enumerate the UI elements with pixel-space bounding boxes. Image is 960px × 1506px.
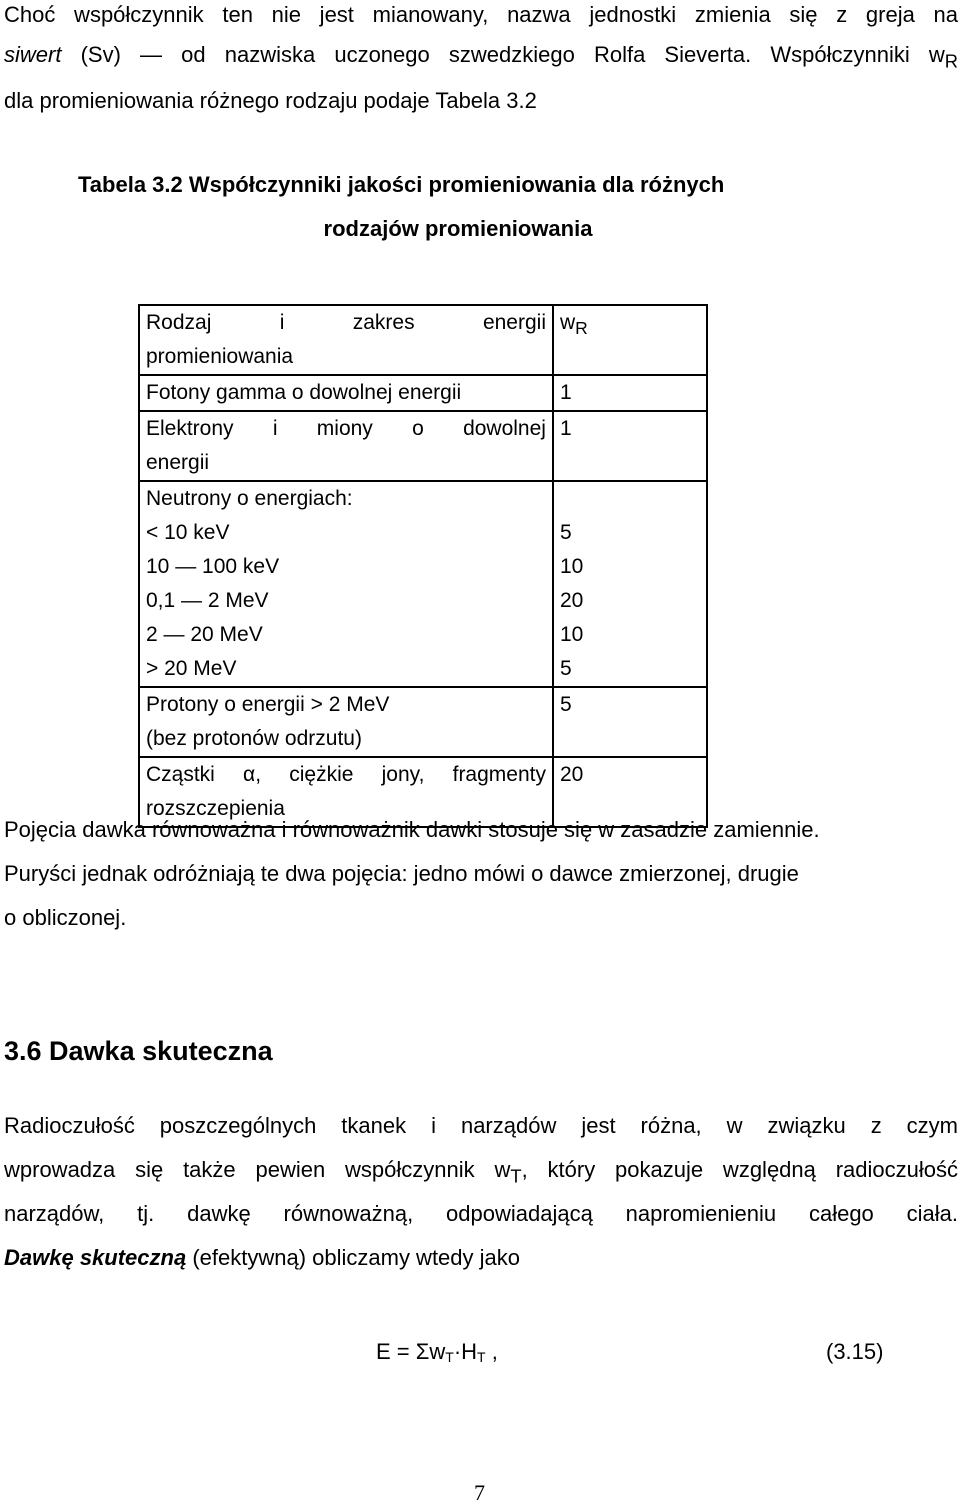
- row-value-line: 1: [560, 381, 572, 404]
- intro-line-2: [4, 40, 958, 76]
- equation-number: (3.15): [826, 1339, 884, 1364]
- header-word: i: [279, 311, 285, 334]
- intro-line-3: dla promieniowania różnego rodzaju podaje Tabela 3.2: [4, 88, 537, 113]
- equation-dot: ·: [453, 1339, 462, 1364]
- after-table-line-3: o obliczonej.: [4, 905, 127, 930]
- row-word: i: [272, 417, 278, 440]
- header-col-radiation-line-1: [146, 306, 546, 340]
- row-label: [139, 687, 553, 757]
- table-row: [139, 481, 707, 687]
- header-word: zakres: [352, 311, 415, 334]
- header-w: w: [560, 311, 576, 334]
- sigma-symbol: Σ: [415, 1339, 430, 1364]
- radiation-weighting-table: [138, 304, 708, 828]
- section-para-line-2a: wprowadza się także pewien współczynnik w: [4, 1157, 511, 1182]
- equation-w-sub: T: [445, 1349, 454, 1365]
- row-label-line: < 10 keV: [146, 521, 230, 544]
- row-value-line: 20: [560, 589, 584, 612]
- row-label-justified-line: [146, 758, 546, 792]
- row-word: Cząstki: [146, 763, 215, 786]
- section-heading: 3.6 Dawka skuteczna: [4, 1036, 273, 1066]
- equation-h-sub: T: [477, 1349, 486, 1365]
- row-label: [139, 375, 553, 411]
- intro-line-2-text: (Sv) — od nazwiska uczonego szwedzkiego Rolfa Sieverta. Współczynniki w: [61, 42, 945, 67]
- row-word: ciężkie: [289, 763, 354, 786]
- equation-tail: ,: [485, 1339, 498, 1364]
- equation-h: H: [461, 1339, 478, 1364]
- row-value: [553, 375, 707, 411]
- table-header-row: [139, 305, 707, 375]
- table-caption-line-2: rodzajów promieniowania: [323, 216, 593, 241]
- row-label: [139, 481, 553, 687]
- after-table-line-2: Puryści jednak odróżniają te dwa pojęcia: jedno mówi o dawce zmierzonej, drugie: [4, 861, 799, 886]
- row-label-justified-line: [146, 412, 546, 446]
- table-row: [139, 687, 707, 757]
- header-word: Rodzaj: [146, 311, 212, 334]
- row-word: dowolnej: [463, 417, 546, 440]
- wr-subscript: R: [944, 50, 958, 72]
- row-value: [553, 411, 707, 481]
- row-value-line: 1: [560, 417, 572, 440]
- row-label: [139, 411, 553, 481]
- row-label-line: 2 — 20 MeV: [146, 623, 263, 646]
- row-label-line: rozszczepienia: [146, 797, 285, 820]
- section-para-line-2: [4, 1155, 958, 1191]
- row-value-line: 10: [560, 555, 584, 578]
- after-table-line-1: Pojęcia dawka równoważna i równoważnik dawki stosuje się w zasadzie zamiennie.: [4, 817, 820, 842]
- row-value: [553, 481, 707, 687]
- header-col-radiation: [139, 305, 553, 375]
- row-label-line: > 20 MeV: [146, 657, 237, 680]
- row-label-line: energii: [146, 451, 210, 474]
- row-word: Elektrony: [146, 417, 234, 440]
- row-word: jony,: [381, 763, 425, 786]
- row-value-line: 5: [560, 693, 572, 716]
- equation-w: w: [429, 1339, 446, 1364]
- section-para-line-4: [4, 1243, 520, 1273]
- row-value-line: 5: [560, 657, 572, 680]
- table-row: [139, 375, 707, 411]
- header-col-wr: [553, 305, 707, 375]
- row-label-line: 0,1 — 2 MeV: [146, 589, 269, 612]
- header-w-sub: R: [575, 318, 588, 339]
- row-word: fragmenty: [452, 763, 546, 786]
- row-value-line: 5: [560, 521, 572, 544]
- row-value-line: [560, 482, 700, 516]
- row-label-line: Protony o energii > 2 MeV: [146, 693, 390, 716]
- section-para-line-2b: , który pokazuje względną radioczułość: [521, 1157, 958, 1182]
- row-label-line: Fotony gamma o dowolnej energii: [146, 381, 462, 404]
- effective-dose-term: Dawkę skuteczną: [4, 1245, 187, 1270]
- section-para-line-4-text: (efektywną) obliczamy wtedy jako: [186, 1245, 520, 1270]
- section-para-line-1: Radioczułość poszczególnych tkanek i narządów jest różna, w związku z czym: [4, 1113, 958, 1138]
- row-word: α,: [243, 763, 262, 786]
- header-word: energii: [482, 311, 546, 334]
- equation-lhs: E =: [376, 1339, 416, 1364]
- row-word: miony: [316, 417, 373, 440]
- siwert-term: siwert: [4, 42, 62, 67]
- row-label-line: Neutrony o energiach:: [146, 487, 353, 510]
- row-value: [553, 687, 707, 757]
- page-number: 7: [474, 1480, 485, 1505]
- row-word: o: [412, 417, 424, 440]
- wt-subscript: T: [510, 1165, 522, 1187]
- row-label-line: 10 — 100 keV: [146, 555, 280, 578]
- table-row: [139, 411, 707, 481]
- equation: [376, 1337, 498, 1367]
- table-caption-line-1: Tabela 3.2 Współczynniki jakości promieniowania dla różnych: [78, 172, 725, 197]
- row-value-line: 10: [560, 623, 584, 646]
- section-para-line-3: narządów, tj. dawkę równoważną, odpowiadającą napromienieniu całego ciała.: [4, 1201, 958, 1226]
- row-value-line: 20: [560, 763, 584, 786]
- row-label-line: (bez protonów odrzutu): [146, 727, 362, 750]
- intro-line-1: Choć współczynnik ten nie jest mianowany, nazwa jednostki zmienia się z greja na: [4, 2, 958, 27]
- header-col-radiation-line-2: promieniowania: [146, 345, 294, 368]
